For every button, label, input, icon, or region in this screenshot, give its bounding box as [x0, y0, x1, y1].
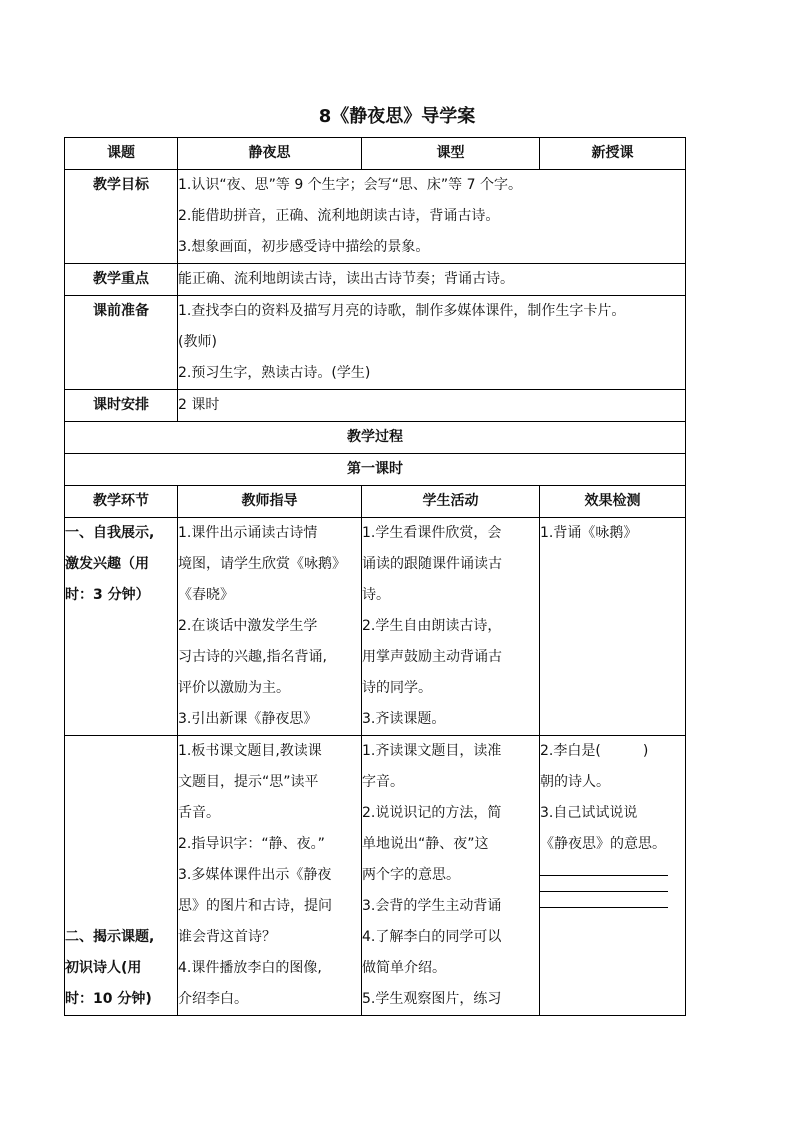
stage-name: [65, 518, 178, 736]
column-header-stage: 教学环节: [65, 486, 178, 518]
process-heading-row: [65, 422, 686, 454]
teacher-line: 3.引出新课《静夜思》: [178, 711, 318, 727]
teacher-line: 2.指导识字：“静、夜。”: [178, 836, 325, 852]
teacher-guidance: [178, 736, 362, 1016]
lesson-heading-row: [65, 454, 686, 486]
objective-item: 1.认识“夜、思”等 9 个生字；会写“思、床”等 7 个字。: [178, 177, 522, 193]
student-line: 做简单介绍。: [362, 960, 446, 976]
stage-row: [65, 518, 686, 736]
columns-row: [65, 486, 686, 518]
type-value: 新授课: [540, 138, 686, 170]
preparation-line: 2.预习生字，熟读古诗。(学生): [178, 365, 371, 381]
preparation-row: [65, 296, 686, 390]
objectives-label: 教学目标: [65, 170, 178, 264]
student-line: 1.齐读课文题目，读准: [362, 743, 502, 759]
lesson-heading: 第一课时: [65, 454, 686, 486]
student-line: 5.学生观察图片，练习: [362, 991, 502, 1007]
teacher-line: 谁会背这首诗？: [178, 929, 276, 945]
objectives-row: [65, 170, 686, 264]
stage-name-line: 时：10 分钟): [65, 991, 152, 1007]
column-header-check: 效果检测: [540, 486, 686, 518]
topic-label: 课题: [65, 138, 178, 170]
stage-name: [65, 736, 178, 1016]
objectives-content: [178, 170, 686, 264]
student-line: 3.会背的学生主动背诵: [362, 898, 502, 914]
lesson-plan-table: [64, 137, 686, 1016]
student-line: 1.学生看课件欣赏，会: [362, 525, 502, 541]
key-points-text: 能正确、流利地朗读古诗，读出古诗节奏；背诵古诗。: [178, 264, 686, 296]
teacher-line: 思》的图片和古诗，提问: [178, 898, 332, 914]
student-line: 单地说出“静、夜”这: [362, 836, 489, 852]
student-activity: [362, 736, 540, 1016]
student-line: 诗的同学。: [362, 680, 432, 696]
stage-name-line: 初识诗人(用: [65, 960, 142, 976]
process-heading: 教学过程: [65, 422, 686, 454]
effect-check: [540, 518, 686, 736]
teacher-line: 评价以激励为主。: [178, 680, 290, 696]
schedule-label: 课时安排: [65, 390, 178, 422]
teacher-line: 《春晓》: [178, 587, 234, 603]
effect-check: [540, 736, 686, 1016]
check-line: 1.背诵《咏鹅》: [540, 525, 638, 541]
header-row: [65, 138, 686, 170]
answer-blank-line: [540, 891, 668, 892]
teacher-line: 4.课件播放李白的图像,: [178, 960, 322, 976]
teacher-line: 1.板书课文题目,教读课: [178, 743, 322, 759]
objective-item: 2.能借助拼音，正确、流利地朗读古诗，背诵古诗。: [178, 208, 500, 224]
preparation-line: (教师): [178, 334, 217, 350]
teacher-guidance: [178, 518, 362, 736]
student-line: 4.了解李白的同学可以: [362, 929, 502, 945]
check-line: 2.李白是( ): [540, 743, 649, 759]
stage-name-line: 二、揭示课题,: [65, 929, 155, 945]
student-line: 2.说说识记的方法，简: [362, 805, 502, 821]
teacher-line: 境图，请学生欣赏《咏鹅》: [178, 556, 346, 572]
column-header-teacher: 教师指导: [178, 486, 362, 518]
teacher-line: 舌音。: [178, 805, 220, 821]
preparation-line: 1.查找李白的资料及描写月亮的诗歌，制作多媒体课件，制作生字卡片。: [178, 303, 626, 319]
type-label: 课型: [362, 138, 540, 170]
key-points-label: 教学重点: [65, 264, 178, 296]
answer-blank-line: [540, 907, 668, 908]
topic-value: 静夜思: [178, 138, 362, 170]
preparation-content: [178, 296, 686, 390]
schedule-row: [65, 390, 686, 422]
preparation-label: 课前准备: [65, 296, 178, 390]
student-line: 诵读的跟随课件诵读古: [362, 556, 502, 572]
teacher-line: 介绍李白。: [178, 991, 248, 1007]
stage-name-line: 一、自我展示,: [65, 525, 155, 541]
teacher-line: 1.课件出示诵读古诗情: [178, 525, 318, 541]
teacher-line: 2.在谈话中激发学生学: [178, 618, 318, 634]
page-title: 8《静夜思》导学案: [318, 106, 476, 127]
check-line: 3.自己试试说说: [540, 805, 638, 821]
student-line: 字音。: [362, 774, 404, 790]
objective-item: 3.想象画面，初步感受诗中描绘的景象。: [178, 239, 430, 255]
stage-row: [65, 736, 686, 1016]
student-line: 诗。: [362, 587, 390, 603]
answer-blank-line: [540, 875, 668, 876]
student-line: 用掌声鼓励主动背诵古: [362, 649, 502, 665]
student-line: 3.齐读课题。: [362, 711, 446, 727]
student-line: 两个字的意思。: [362, 867, 460, 883]
student-line: 2.学生自由朗读古诗，: [362, 618, 502, 634]
check-line: 朝的诗人。: [540, 774, 610, 790]
schedule-value: 2 课时: [178, 390, 686, 422]
check-line: 《静夜思》的意思。: [540, 836, 666, 852]
column-header-student: 学生活动: [362, 486, 540, 518]
stage-name-line: 时：3 分钟）: [65, 587, 150, 603]
teacher-line: 习古诗的兴趣,指名背诵,: [178, 649, 327, 665]
stage-name-line: 激发兴趣（用: [65, 556, 149, 572]
teacher-line: 文题目，提示“思”读平: [178, 774, 319, 790]
teacher-line: 3.多媒体课件出示《静夜: [178, 867, 332, 883]
key-points-row: [65, 264, 686, 296]
student-activity: [362, 518, 540, 736]
